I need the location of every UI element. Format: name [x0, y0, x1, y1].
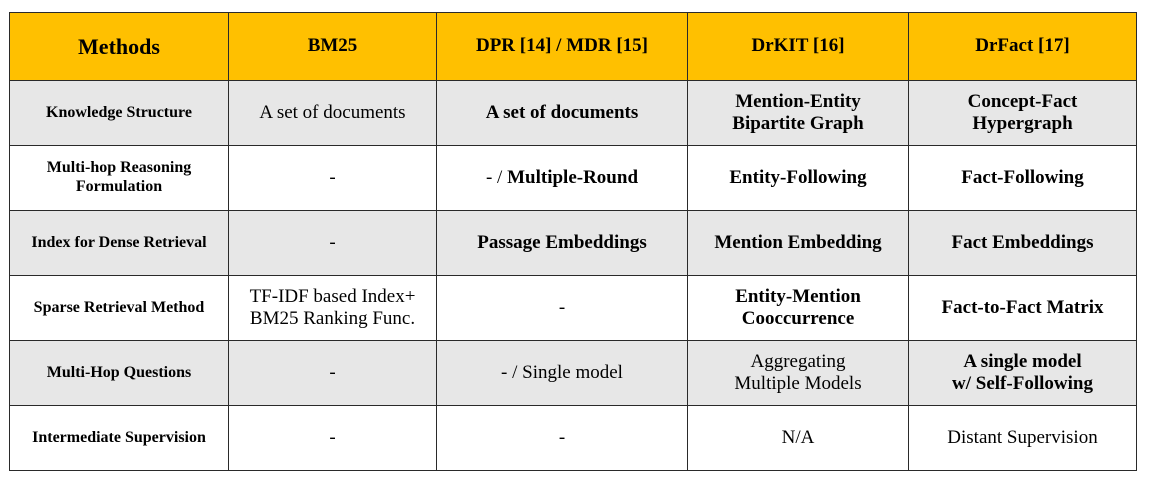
- row-label-line: Formulation: [75, 178, 163, 195]
- cell-line: Cooccurrence: [741, 308, 855, 329]
- cell-drfact-index-dense: Fact Embeddings: [909, 211, 1137, 276]
- row-label-knowledge-structure: Knowledge Structure: [10, 81, 229, 146]
- table-row-index-dense: [10, 211, 1137, 276]
- cell-dpr-intermediate-supervision: -: [437, 406, 688, 471]
- header-dpr-mdr: DPR [14] / MDR [15]: [437, 13, 688, 81]
- cell-drkit-multihop-questions: [688, 341, 909, 406]
- cell-bm25-intermediate-supervision: -: [229, 406, 437, 471]
- table-row-multihop-formulation: [10, 146, 1137, 211]
- cell-drfact-sparse-method: Fact-to-Fact Matrix: [909, 276, 1137, 341]
- cell-drkit-intermediate-supervision: N/A: [688, 406, 909, 471]
- cell-bold-text: Multiple-Round: [507, 166, 639, 188]
- cell-drkit-sparse-method: [688, 276, 909, 341]
- cell-drfact-multihop-formulation: Fact-Following: [909, 146, 1137, 211]
- cell-line: Entity-Mention: [735, 285, 861, 307]
- cell-dpr-knowledge-structure: A set of documents: [437, 81, 688, 146]
- cell-dpr-multihop-formulation: [437, 146, 688, 211]
- header-row: [10, 13, 1137, 81]
- cell-drfact-knowledge-structure: [909, 81, 1137, 146]
- cell-bm25-index-dense: -: [229, 211, 437, 276]
- row-label-line: Multi-hop Reasoning: [46, 159, 192, 177]
- cell-line: Multiple Models: [734, 373, 862, 394]
- row-label-multihop-formulation: [10, 146, 229, 211]
- cell-line: Hypergraph: [972, 113, 1073, 134]
- cell-dpr-multihop-questions: - / Single model: [437, 341, 688, 406]
- header-methods: Methods: [10, 13, 229, 81]
- row-label-multihop-questions: Multi-Hop Questions: [10, 341, 229, 406]
- cell-dpr-index-dense: Passage Embeddings: [437, 211, 688, 276]
- header-bm25: BM25: [229, 13, 437, 81]
- header-drfact: DrFact [17]: [909, 13, 1137, 81]
- comparison-table: [9, 12, 1137, 471]
- row-label-index-dense: Index for Dense Retrieval: [10, 211, 229, 276]
- cell-dpr-sparse-method: -: [437, 276, 688, 341]
- cell-bm25-multihop-formulation: -: [229, 146, 437, 211]
- cell-drfact-intermediate-supervision: Distant Supervision: [909, 406, 1137, 471]
- cell-line: Concept-Fact: [967, 90, 1078, 112]
- cell-line: A single model: [963, 350, 1082, 372]
- cell-bm25-knowledge-structure: A set of documents: [229, 81, 437, 146]
- cell-drkit-knowledge-structure: [688, 81, 909, 146]
- cell-line: TF-IDF based Index+: [249, 285, 416, 307]
- cell-line: Bipartite Graph: [732, 113, 864, 134]
- table-row-sparse-method: [10, 276, 1137, 341]
- cell-bm25-sparse-method: [229, 276, 437, 341]
- cell-line: w/ Self-Following: [952, 373, 1093, 394]
- cell-drkit-multihop-formulation: Entity-Following: [688, 146, 909, 211]
- header-drkit: DrKIT [16]: [688, 13, 909, 81]
- cell-line: Aggregating: [750, 350, 846, 372]
- table-row-multihop-questions: [10, 341, 1137, 406]
- row-label-sparse-method: Sparse Retrieval Method: [10, 276, 229, 341]
- cell-prefix: - /: [485, 166, 508, 188]
- cell-bm25-multihop-questions: -: [229, 341, 437, 406]
- table-row-intermediate-supervision: [10, 406, 1137, 471]
- cell-line: BM25 Ranking Func.: [249, 308, 416, 329]
- cell-line: Mention-Entity: [735, 90, 861, 112]
- cell-drfact-multihop-questions: [909, 341, 1137, 406]
- table-row-knowledge-structure: [10, 81, 1137, 146]
- cell-drkit-index-dense: Mention Embedding: [688, 211, 909, 276]
- row-label-intermediate-supervision: Intermediate Supervision: [10, 406, 229, 471]
